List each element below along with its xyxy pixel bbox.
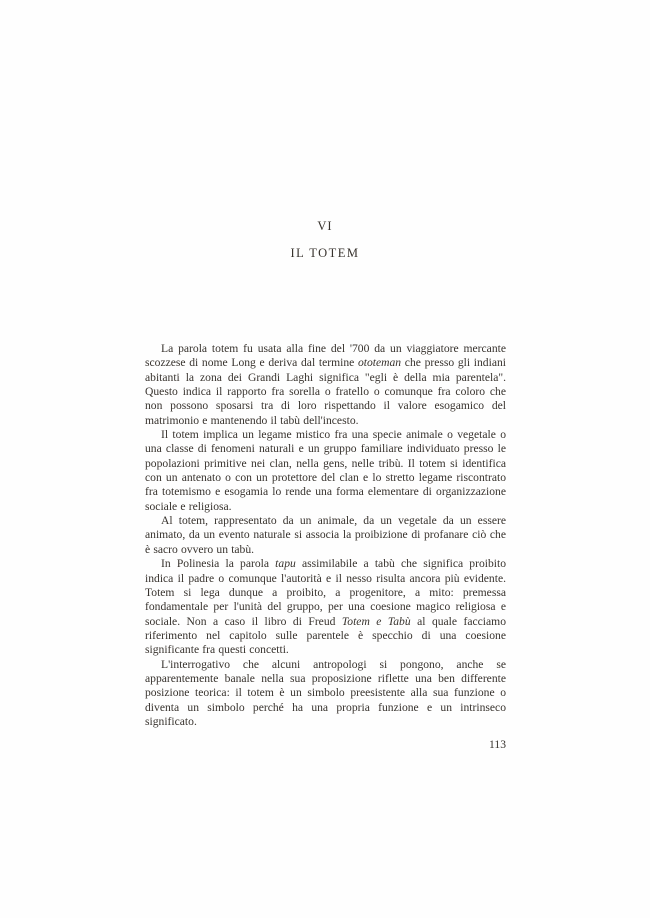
paragraph xyxy=(145,342,506,428)
page-number: 113 xyxy=(489,738,506,751)
italic-term: Totem e Tabù xyxy=(341,614,411,628)
chapter-title: IL TOTEM xyxy=(290,246,360,260)
paragraph xyxy=(145,428,506,514)
italic-term: tapu xyxy=(275,557,296,571)
paragraph xyxy=(145,557,506,657)
italic-term: ototeman xyxy=(357,356,402,370)
text-run: In Polinesia la parola xyxy=(161,557,276,571)
text-run: Al totem, rappresentato da un animale, da un vegetale da un essere animato, da un evento naturale si associa la proibizione di profanare ciò che è sacro ovvero un tabù. xyxy=(145,514,506,556)
paragraph xyxy=(145,514,506,557)
text-run: L'interrogativo che alcuni antropologi si pongono, anche se apparentemente banale nella sua proposizione riflette una ben differente posizione teorica: il totem è un simbolo preesistente alla sua funzione o diventa un simbolo perché ha una propria funzione e un intrinseco significato. xyxy=(145,657,506,728)
paragraph xyxy=(145,658,506,730)
text-run: al quale facciamo riferimento nel capitolo sulle parentele è specchio di una coesione significante fra questi concetti. xyxy=(145,614,506,657)
text-run: che presso gli indiani abitanti la zona dei Grandi Laghi significa "egli è della mia parentela". Questo indica il rapporto fra sorella o fratello o comunque fra coloro che non possono sposarsi tra di loro rispettando il valore esogamico del matrimonio e mantenendo il tabù dell'incesto. xyxy=(145,356,506,427)
chapter-number: VI xyxy=(317,219,333,233)
body-text xyxy=(145,342,506,729)
text-run: Il totem implica un legame mistico fra una specie animale o vegetale o una classe di fenomeni naturali e un gruppo familiare individuato presso le popolazioni primitive nei clan, nella gens, nelle tribù. Il totem si identifica con un antenato o con un protettore del clan e lo stretto legame riscontrato fra totemismo e esogamia lo rende una forma elementare di organizzazione sociale e religiosa. xyxy=(145,428,506,513)
text-run: La parola totem fu usata alla fine del '700 da un viaggiatore mercante scozzese di nome Long e deriva dal termine xyxy=(145,342,506,370)
text-run: assimilabile a tabù che significa proibito indica il padre o comunque l'autorità e il nesso risulta ancora più evidente. Totem si lega dunque a proibito, a progenitore, a mito: premessa fondamentale per l'unità del gruppo, per una coesione magico religiosa e sociale. Non a caso il libro di Freud xyxy=(145,557,507,628)
